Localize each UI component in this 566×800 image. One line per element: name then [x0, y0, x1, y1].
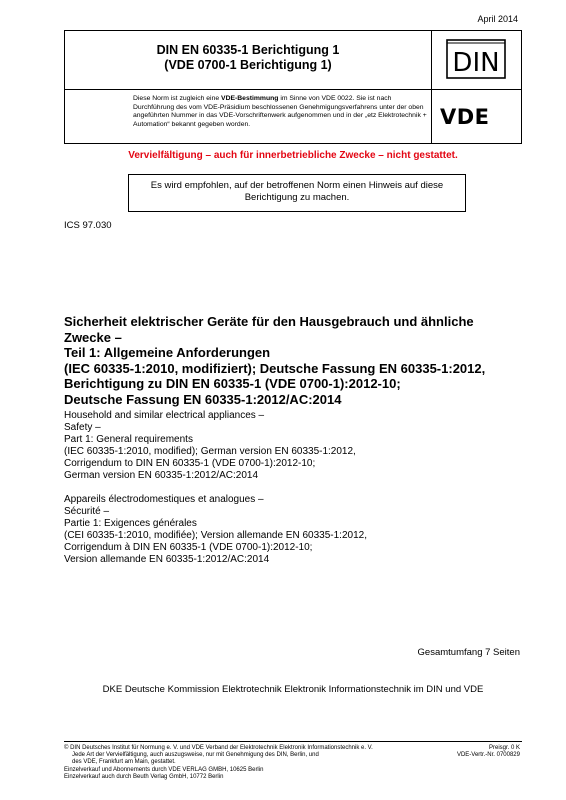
title-line: Sicherheit elektrischer Geräte für den Hausgebrauch und ähnliche [64, 314, 474, 329]
dke-line: DKE Deutsche Kommission Elektrotechnik Elektronik Informationstechnik im DIN und VDE [102, 684, 484, 695]
title-line: Corrigendum à DIN EN 60335-1 (VDE 0700-1):2012-10; [64, 542, 313, 553]
title-line: Appareils électrodomestiques et analogues – [64, 494, 264, 505]
title-line: (IEC 60335-1:2010, modifiziert); Deutsche Fassung EN 60335-1:2012, [64, 360, 486, 376]
title-line: Berichtigung zu DIN EN 60335-1 (VDE 0700-1):2012-10; [64, 376, 401, 392]
title-line: German version EN 60335-1:2012/AC:2014 [64, 470, 259, 481]
recommendation-line: Es wird empfohlen, auf der betroffenen Norm einen Hinweis auf diese [150, 180, 444, 191]
standard-title-box [65, 31, 431, 89]
title-line: (CEI 60335-1:2010, modifiée); Version allemande EN 60335-1:2012, [64, 530, 367, 541]
vde-note-bold: VDE-Bestimmung [221, 95, 279, 102]
vde-note [133, 95, 429, 129]
english-title [64, 410, 524, 482]
title-line: Zwecke – [64, 329, 122, 345]
recommendation-box [128, 174, 466, 212]
header-box [64, 30, 522, 144]
vde-logo: VDE [440, 105, 490, 129]
title-line: (IEC 60335-1:2010, modified); German version EN 60335-1:2012, [64, 446, 356, 457]
title-line: Sécurité – [64, 506, 110, 517]
recommendation-line: Berichtigung zu machen. [244, 192, 350, 203]
footer-line: Einzelverkauf auch durch Beuth Verlag GmbH, 10772 Berlin [64, 773, 224, 780]
price-group: Preisgr. 0 K [488, 745, 520, 751]
price-info [457, 745, 520, 759]
title-line: Teil 1: Allgemeine Anforderungen [64, 345, 271, 361]
din-logo-text: DIN [452, 48, 500, 78]
standard-number: DIN EN 60335-1 Berichtigung 1 [156, 43, 340, 57]
copyright-footer [64, 745, 424, 781]
issue-date: April 2014 [477, 14, 518, 24]
footer-divider [64, 741, 522, 742]
title-line: Version allemande EN 60335-1:2012/AC:2014 [64, 554, 270, 565]
din-logo-icon [446, 39, 506, 79]
french-title [64, 494, 524, 566]
reproduction-warning: Vervielfältigung – auch für innerbetriebliche Zwecke – nicht gestattet. [128, 150, 458, 161]
title-line: Partie 1: Exigences générales [64, 518, 197, 529]
german-title [64, 314, 524, 408]
footer-line: Einzelverkauf und Abonnements durch VDE VERLAG GMBH, 10625 Berlin [64, 766, 264, 773]
footer-line: © DIN Deutsches Institut für Normung e. V. und VDE Verband der Elektrotechnik Elektronik Informationstechnik e. V. [64, 745, 373, 751]
footer-line: des VDE, Frankfurt am Main, gestattet. [72, 759, 176, 766]
header-divider-horizontal [65, 89, 521, 90]
title-line: Deutsche Fassung EN 60335-1:2012/AC:2014 [64, 391, 342, 407]
title-line: Corrigendum to DIN EN 60335-1 (VDE 0700-1):2012-10; [64, 458, 316, 469]
vde-order-number: VDE-Vertr.-Nr. 0700829 [456, 752, 520, 759]
footer-line: Jede Art der Vervielfältigung, auch auszugsweise, nur mit Genehmigung des DIN, Berlin, und [72, 752, 319, 759]
vde-note-text-rest: im Sinne von VDE 0022. Sie ist nach Durchführung des vom VDE-Präsidium beschlossenen Genehmigungsverfahrens unter der oben angeführten Nummer in das VDE-Vorschriftenwerk aufgenommen und in der „etz Elektrotechnik + Automation“ bekannt gegeben worden. [133, 95, 427, 128]
vde-note-text: Diese Norm ist zugleich eine [133, 95, 222, 102]
title-line: Household and similar electrical appliances – [64, 410, 265, 421]
ics-code: ICS 97.030 [64, 220, 112, 231]
title-line: Part 1: General requirements [64, 434, 193, 445]
vde-number: (VDE 0700-1 Berichtigung 1) [164, 58, 332, 72]
header-divider-vertical [431, 31, 432, 143]
total-pages: Gesamtumfang 7 Seiten [417, 647, 520, 658]
title-line: Safety – [64, 422, 101, 433]
